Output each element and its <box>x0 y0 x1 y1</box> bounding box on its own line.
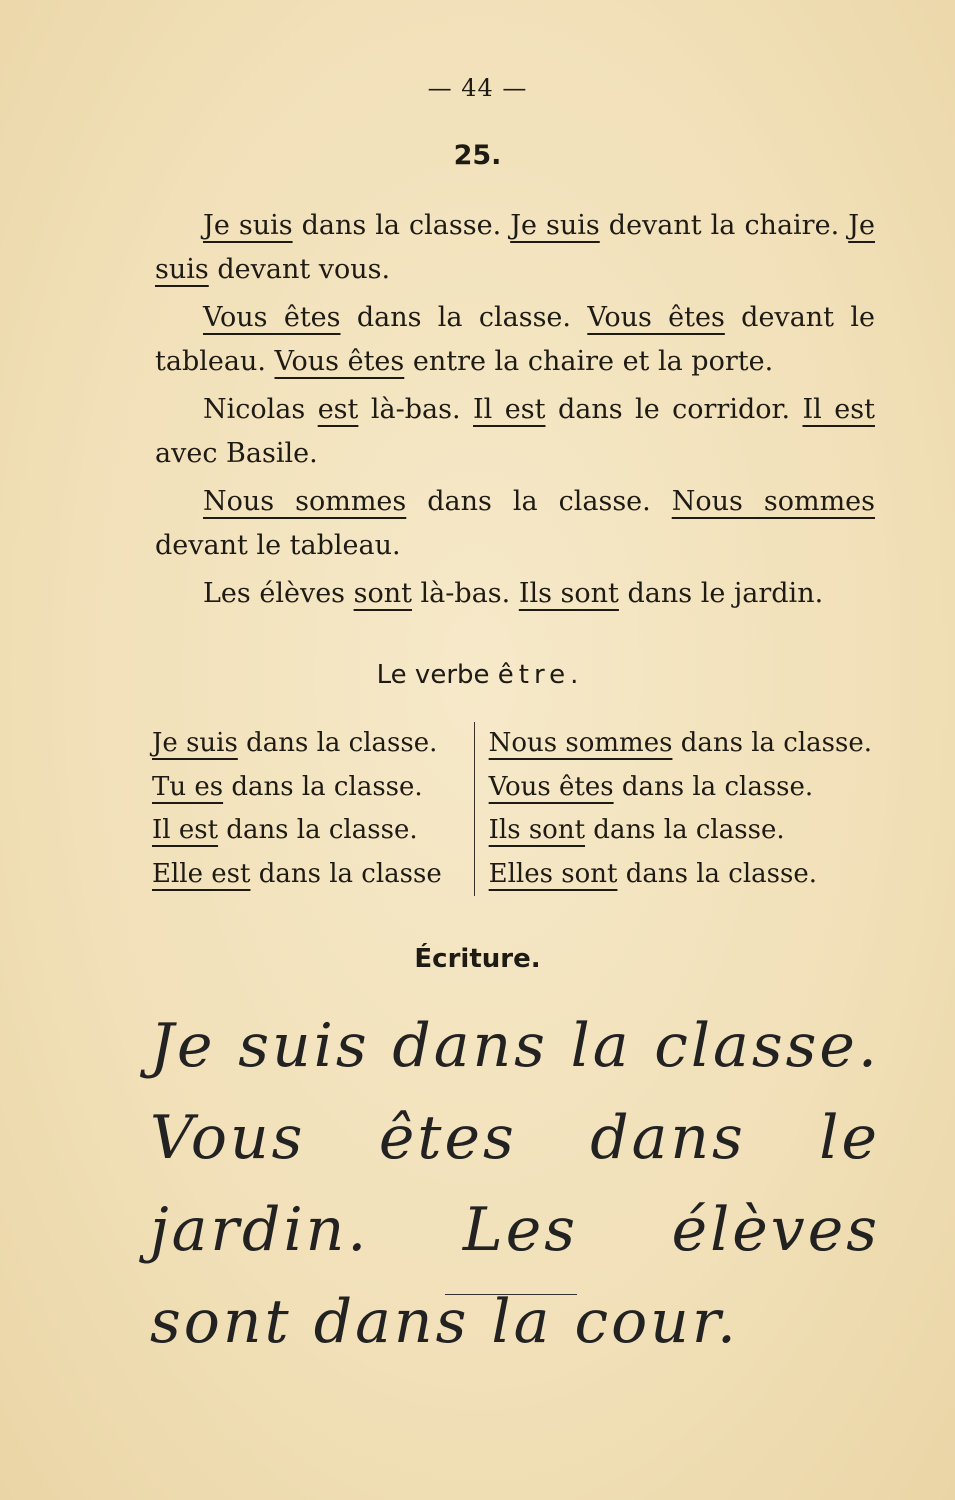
sentence-text: avec Basile. <box>155 437 318 469</box>
end-divider <box>445 1294 577 1295</box>
sentence-text: devant le tableau. <box>155 302 875 377</box>
lesson-number: 25. <box>453 140 502 171</box>
sentence-text: devant vous. <box>208 253 391 285</box>
conjugation-line <box>489 853 872 897</box>
sentence-text: dans la classe. <box>672 728 872 758</box>
reading-paragraph <box>155 388 875 475</box>
conjugation-singular-column <box>152 722 475 896</box>
verb-heading-word: être <box>497 660 571 690</box>
underlined-verb: Vous êtes <box>203 302 341 333</box>
underlined-verb: Il est <box>802 394 875 425</box>
verb-heading <box>0 660 955 690</box>
conjugation-line <box>489 722 872 766</box>
conjugation-line <box>489 766 872 810</box>
underlined-verb: Ils sont <box>518 578 619 609</box>
underlined-verb: Elle est <box>152 858 251 889</box>
verb-heading-suffix: . <box>570 660 579 690</box>
verb-heading-prefix: Le verbe <box>376 660 498 690</box>
sentence-text: là-bas. <box>358 394 474 425</box>
sentence-text: dans la classe. <box>218 815 418 845</box>
underlined-verb: Ils sont <box>488 815 586 845</box>
conjugation-line <box>152 809 460 853</box>
ecriture-heading: Écriture. <box>414 944 541 974</box>
sentence-text: devant la chaire. <box>599 210 849 241</box>
sentence-text: dans la classe. <box>617 858 817 889</box>
underlined-verb: Elles sont <box>488 858 618 889</box>
underlined-verb: Je suis <box>155 210 875 285</box>
reading-paragraph <box>155 204 875 291</box>
conjugation-line <box>152 766 460 810</box>
conjugation-table <box>152 722 872 896</box>
underlined-verb: Vous êtes <box>488 771 614 802</box>
sentence-text: dans le corridor. <box>545 394 803 425</box>
sentence-text: dans la classe. <box>613 771 814 802</box>
sentence-text: dans la classe. <box>237 728 438 758</box>
conjugation-line <box>152 853 460 897</box>
sentence-text: entre la chaire et la porte. <box>404 345 774 377</box>
sentence-text: Nicolas <box>203 394 318 425</box>
sentence-text: devant le tableau. <box>155 529 401 561</box>
reading-paragraph <box>155 572 875 616</box>
sentence-text: dans la classe. <box>292 210 511 241</box>
underlined-verb: sont <box>353 578 412 609</box>
sentence-text: dans la classe. <box>223 771 423 802</box>
underlined-verb: Vous êtes <box>587 302 725 333</box>
underlined-verb: Nous sommes <box>488 728 673 758</box>
sentence-text: dans le jardin. <box>618 578 824 609</box>
underlined-verb: Tu es <box>152 771 224 802</box>
underlined-verb: Nous sommes <box>671 486 876 517</box>
reading-text <box>155 204 875 616</box>
sentence-text: là-bas. <box>411 578 519 609</box>
underlined-verb: Il est <box>473 394 546 425</box>
underlined-verb: Il est <box>152 815 219 845</box>
page-number: — 44 — <box>427 74 528 102</box>
conjugation-plural-column <box>475 722 872 896</box>
reading-paragraph <box>155 480 875 567</box>
underlined-verb: Je suis <box>203 210 293 241</box>
sentence-text: dans la classe <box>250 858 442 889</box>
sentence-text: dans la classe. <box>340 302 588 333</box>
conjugation-line <box>489 809 872 853</box>
conjugation-line <box>152 722 460 766</box>
underlined-verb: Je suis <box>152 728 238 758</box>
underlined-verb: Je suis <box>510 210 600 241</box>
sentence-text: dans la classe. <box>406 486 672 517</box>
reading-paragraph <box>155 296 875 383</box>
handwriting-exercise: Je suis dans la classe. Vous êtes dans le jardin. Les élèves sont dans la cour. <box>150 1011 880 1357</box>
underlined-verb: est <box>317 394 359 425</box>
sentence-text: Les élèves <box>203 578 354 609</box>
underlined-verb: Nous sommes <box>203 486 407 517</box>
sentence-text: dans la classe. <box>585 815 785 845</box>
underlined-verb: Vous êtes <box>274 345 405 377</box>
